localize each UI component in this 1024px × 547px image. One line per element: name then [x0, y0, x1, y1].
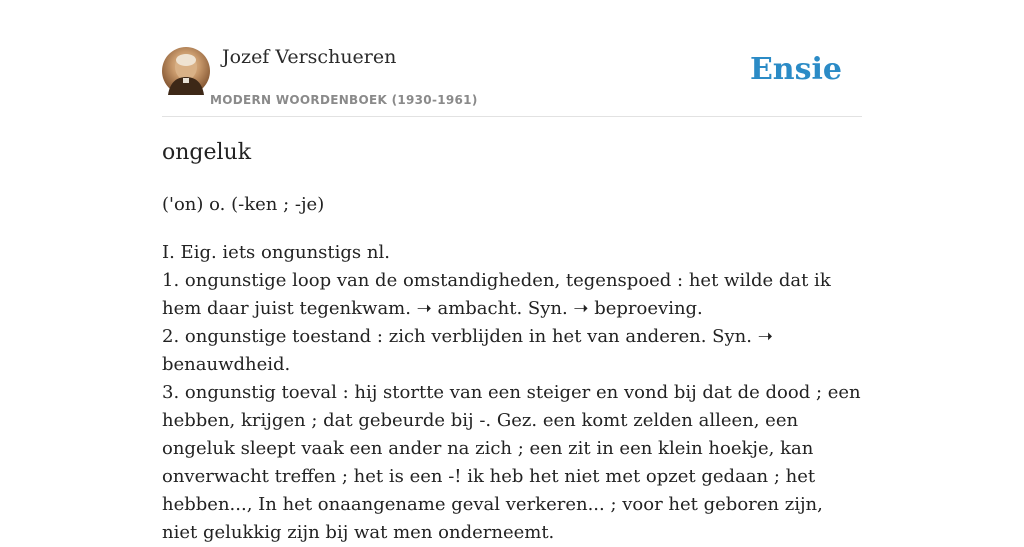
entry-definition [162, 239, 862, 547]
entry-grammar: ('on) o. (-ken ; -je) [162, 194, 325, 215]
definition-line: 2. ongunstige toestand : zich verblijden in het van anderen. Syn. ➝ benauwdheid. [162, 326, 773, 375]
entry-header [162, 0, 862, 117]
definition-line: 3. ongunstig toeval : hij stortte van een steiger en vond bij dat de dood ; een hebben, krijgen ; dat gebeurde bij -. Gez. een komt zelden alleen, een ongeluk sleept vaak een ander na zich ; een zit in een klein hoekje, kan onverwacht treffen ; het is een -! ik heb het niet met opzet gedaan ; het hebben..., In het onaangename geval verkeren... ; voor het geboren zijn, niet gelukkig zijn bij wat men onderneemt. [162, 382, 861, 543]
entry-word: ongeluk [162, 140, 252, 165]
author-avatar[interactable] [162, 47, 210, 95]
definition-line: I. Eig. iets ongunstigs nl. [162, 242, 390, 263]
author-name[interactable]: Jozef Verschueren [222, 46, 397, 68]
ensie-logo[interactable]: Ensie [749, 52, 842, 87]
page-container [162, 0, 862, 543]
definition-line: 1. ongunstige loop van de omstandigheden, tegenspoed : het wilde dat ik hem daar juist tegenkwam. ➝ ambacht. Syn. ➝ beproeving. [162, 270, 831, 319]
source-dictionary[interactable]: MODERN WOORDENBOEK (1930-1961) [210, 93, 478, 107]
author-portrait-icon [162, 47, 210, 95]
